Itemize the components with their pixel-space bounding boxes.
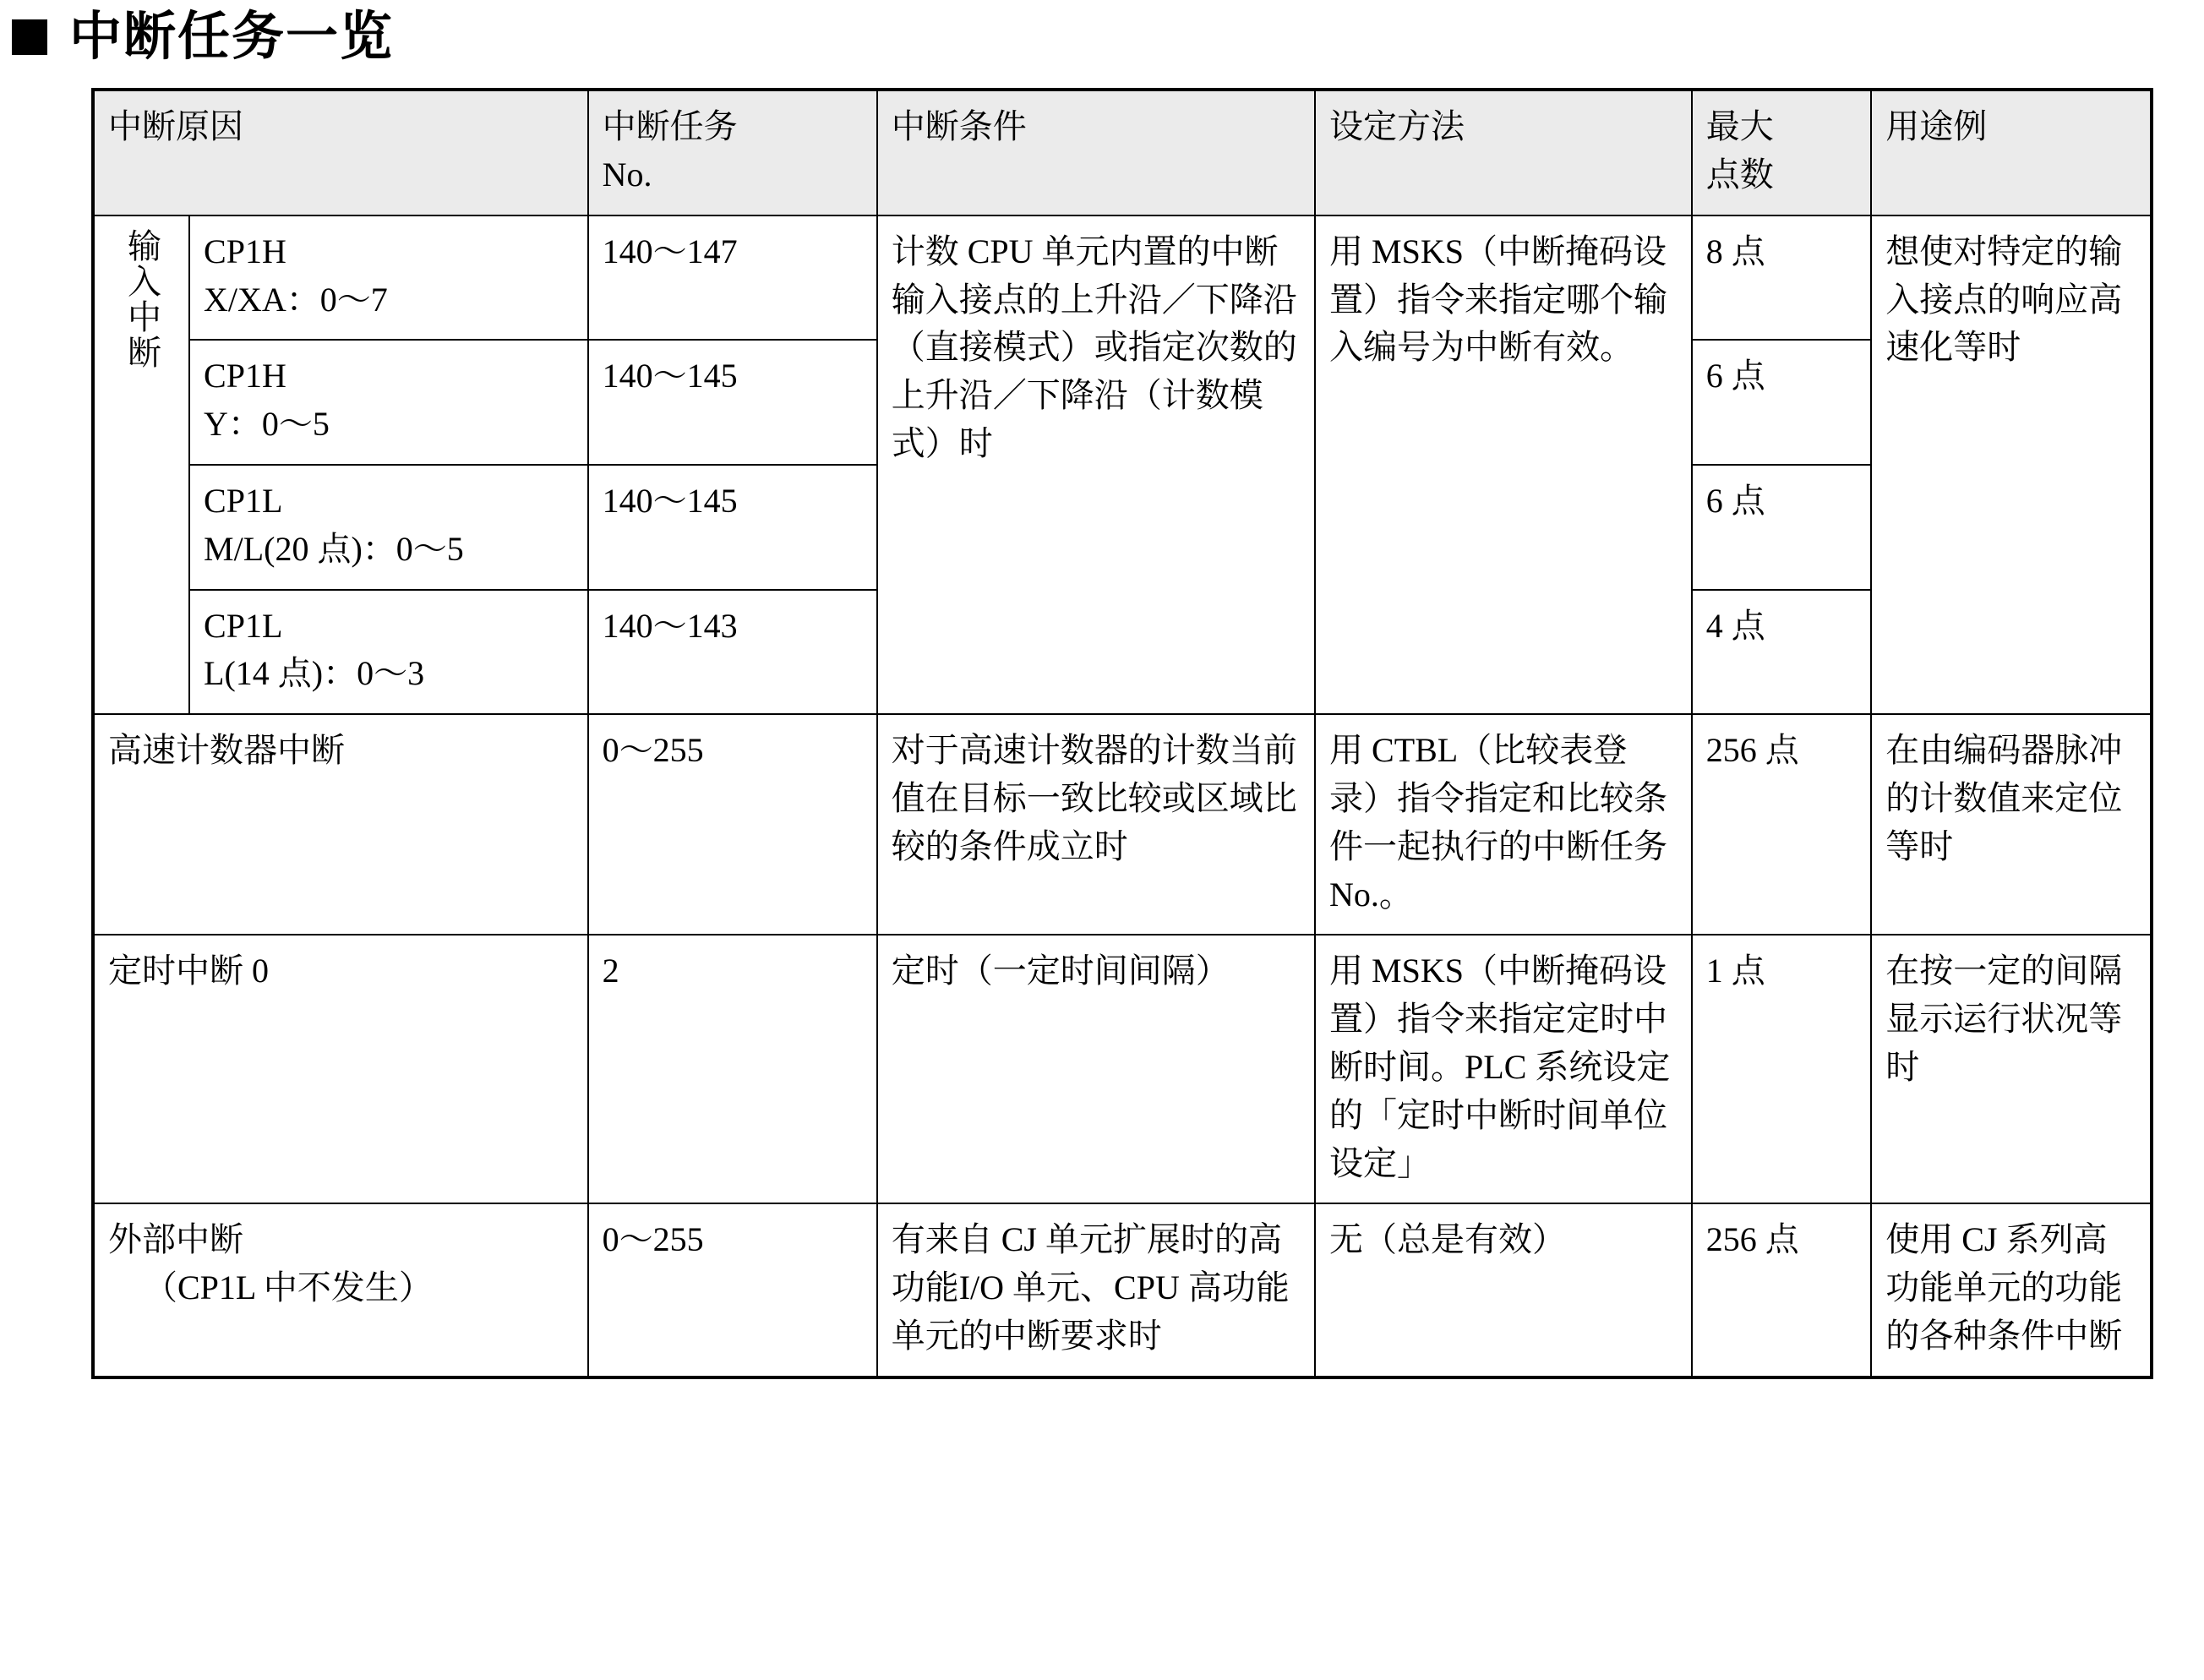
condition-external-interrupt: 有来自 CJ 单元扩展时的高功能I/O 单元、CPU 高功能单元的中断要求时 bbox=[877, 1203, 1315, 1377]
header-task-no-line1: 中断任务 bbox=[602, 107, 738, 146]
points-high-speed-counter: 256 点 bbox=[1692, 714, 1872, 935]
header-method: 设定方法 bbox=[1315, 90, 1692, 215]
condition-input-interrupt: 计数 CPU 单元内置的中断输入接点的上升沿／下降沿（直接模式）或指定次数的上升沿／下降沿（计数模式）时 bbox=[877, 215, 1315, 714]
cause-input-interrupt bbox=[93, 215, 189, 714]
task-no-cp1h-xxa: 140～147 bbox=[588, 215, 877, 341]
points-cp1l-ml20: 6 点 bbox=[1692, 465, 1872, 590]
table-row bbox=[93, 714, 2152, 935]
interrupt-task-table bbox=[91, 88, 2153, 1379]
header-cause: 中断原因 bbox=[93, 90, 588, 215]
task-no-cp1h-y: 140～145 bbox=[588, 340, 877, 465]
model-name-line2: Y：0～5 bbox=[204, 405, 330, 444]
table-row bbox=[93, 1203, 2152, 1377]
cause-model-cp1h-xxa bbox=[189, 215, 588, 341]
model-name-line2: L(14 点)：0～3 bbox=[204, 654, 425, 693]
cause-model-cp1h-y bbox=[189, 340, 588, 465]
points-cp1l-l14: 4 点 bbox=[1692, 590, 1872, 715]
model-name-line1: CP1H bbox=[204, 232, 286, 270]
points-cp1h-y: 6 点 bbox=[1692, 340, 1872, 465]
cause-external-interrupt-line2: （CP1L 中不发生） bbox=[144, 1268, 433, 1307]
method-external-interrupt: 无（总是有效） bbox=[1315, 1203, 1692, 1377]
task-no-scheduled-interrupt: 2 bbox=[588, 935, 877, 1203]
header-max-points bbox=[1692, 90, 1872, 215]
header-usage: 用途例 bbox=[1871, 90, 2152, 215]
points-cp1h-xxa: 8 点 bbox=[1692, 215, 1872, 341]
cause-model-cp1l-ml20 bbox=[189, 465, 588, 590]
task-no-external-interrupt: 0～255 bbox=[588, 1203, 877, 1377]
cause-external-interrupt-line1: 外部中断 bbox=[108, 1220, 243, 1259]
table-header-row bbox=[93, 90, 2152, 215]
page-title: 中断任务一览 bbox=[69, 8, 395, 66]
points-scheduled-interrupt: 1 点 bbox=[1692, 935, 1872, 1203]
method-input-interrupt: 用 MSKS（中断掩码设置）指令来指定哪个输入编号为中断有效。 bbox=[1315, 215, 1692, 714]
usage-input-interrupt: 想使对特定的输入接点的响应高速化等时 bbox=[1871, 215, 2152, 714]
header-task-no bbox=[588, 90, 877, 215]
section-heading bbox=[0, 8, 2204, 66]
task-no-cp1l-l14: 140～143 bbox=[588, 590, 877, 715]
cause-model-cp1l-l14 bbox=[189, 590, 588, 715]
condition-scheduled-interrupt: 定时（一定时间间隔） bbox=[877, 935, 1315, 1203]
model-name-line2: X/XA：0～7 bbox=[204, 280, 388, 319]
cause-input-interrupt-label: 输入中断 bbox=[123, 227, 161, 370]
table-row bbox=[93, 935, 2152, 1203]
header-max-points-line1: 最大 bbox=[1705, 107, 1774, 146]
condition-high-speed-counter: 对于高速计数器的计数当前值在目标一致比较或区域比较的条件成立时 bbox=[877, 714, 1315, 935]
usage-high-speed-counter: 在由编码器脉冲的计数值来定位等时 bbox=[1871, 714, 2152, 935]
cause-high-speed-counter: 高速计数器中断 bbox=[93, 714, 588, 935]
usage-scheduled-interrupt: 在按一定的间隔显示运行状况等时 bbox=[1871, 935, 2152, 1203]
cause-external-interrupt bbox=[93, 1203, 588, 1377]
task-no-cp1l-ml20: 140～145 bbox=[588, 465, 877, 590]
header-max-points-line2: 点数 bbox=[1705, 155, 1774, 194]
header-task-no-line2: No. bbox=[602, 155, 652, 194]
model-name-line1: CP1L bbox=[204, 606, 283, 645]
model-name-line1: CP1L bbox=[204, 481, 283, 520]
task-no-high-speed-counter: 0～255 bbox=[588, 714, 877, 935]
cause-scheduled-interrupt: 定时中断 0 bbox=[93, 935, 588, 1203]
method-scheduled-interrupt: 用 MSKS（中断掩码设置）指令来指定定时中断时间。PLC 系统设定的「定时中断时间单位设定」 bbox=[1315, 935, 1692, 1203]
usage-external-interrupt: 使用 CJ 系列高功能单元的功能的各种条件中断 bbox=[1871, 1203, 2152, 1377]
model-name-line1: CP1H bbox=[204, 357, 286, 395]
points-external-interrupt: 256 点 bbox=[1692, 1203, 1872, 1377]
black-square-bullet-icon bbox=[12, 19, 47, 55]
header-condition: 中断条件 bbox=[877, 90, 1315, 215]
interrupt-task-table-wrap bbox=[0, 88, 2204, 1379]
model-name-line2: M/L(20 点)：0～5 bbox=[204, 529, 464, 568]
table-row bbox=[93, 215, 2152, 341]
method-high-speed-counter: 用 CTBL（比较表登录）指令指定和比较条件一起执行的中断任务 No.。 bbox=[1315, 714, 1692, 935]
